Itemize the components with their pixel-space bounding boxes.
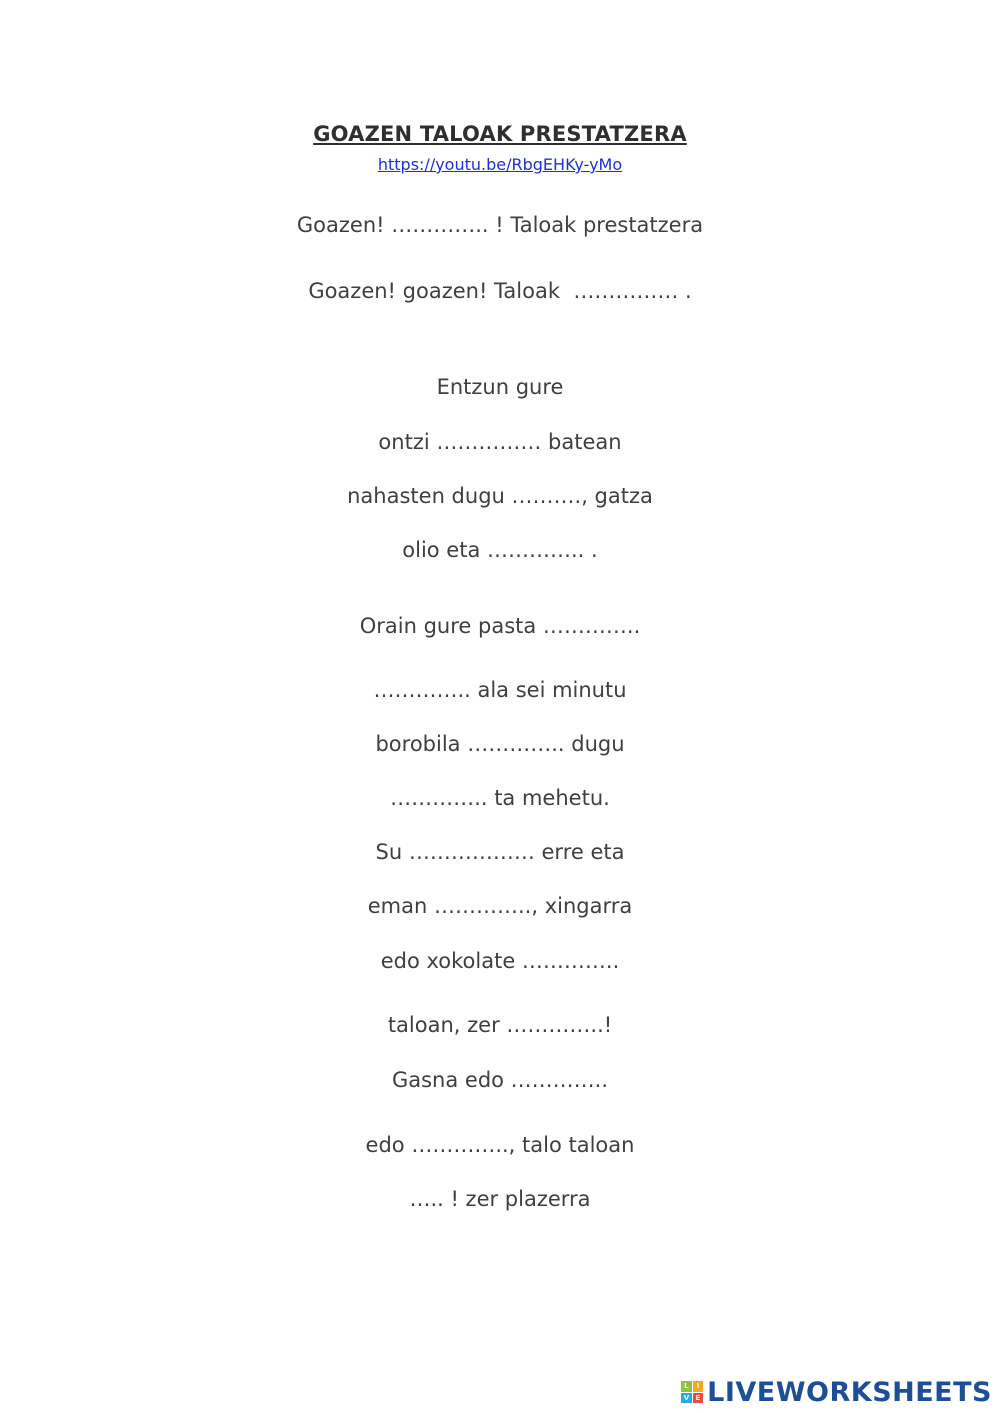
song-line: nahasten dugu ………., gatza <box>347 484 653 508</box>
song-line: olio eta ………….. . <box>402 538 598 562</box>
song-line: Entzun gure <box>436 375 564 399</box>
song-line: Goazen! ………….. ! Taloak prestatzera <box>296 213 704 237</box>
logo-letter: E <box>693 1393 704 1404</box>
brand-name: LIVEWORKSHEETS <box>707 1376 992 1408</box>
logo-letter: V <box>681 1393 692 1404</box>
song-line: ….. ! zer plazerra <box>409 1187 591 1211</box>
song-line: eman ………….., xingarra <box>367 894 633 918</box>
song-line: edo xokolate ………….. <box>380 949 620 973</box>
liveworksheets-logo-icon <box>681 1381 703 1403</box>
logo-letter: I <box>693 1381 704 1392</box>
page-title: GOAZEN TALOAK PRESTATZERA <box>313 122 687 146</box>
song-line: borobila ………….. dugu <box>375 732 625 756</box>
song-line: ………….. ta mehetu. <box>390 786 610 810</box>
youtube-link[interactable]: https://youtu.be/RbgEHKy-yMo <box>377 155 623 174</box>
song-line: Gasna edo ………….. <box>391 1068 609 1092</box>
liveworksheets-brand <box>681 1377 992 1407</box>
logo-letter: L <box>681 1381 692 1392</box>
song-line: ………….. ala sei minutu <box>373 678 627 702</box>
song-line: edo ………….., talo taloan <box>365 1133 635 1157</box>
song-line: taloan, zer …………..! <box>387 1013 613 1037</box>
song-line: Orain gure pasta ………….. <box>359 614 641 638</box>
song-line: ontzi …………… batean <box>378 430 622 454</box>
song-line: Su ……………… erre eta <box>375 840 625 864</box>
song-line: Goazen! goazen! Taloak …………… . <box>308 279 692 303</box>
